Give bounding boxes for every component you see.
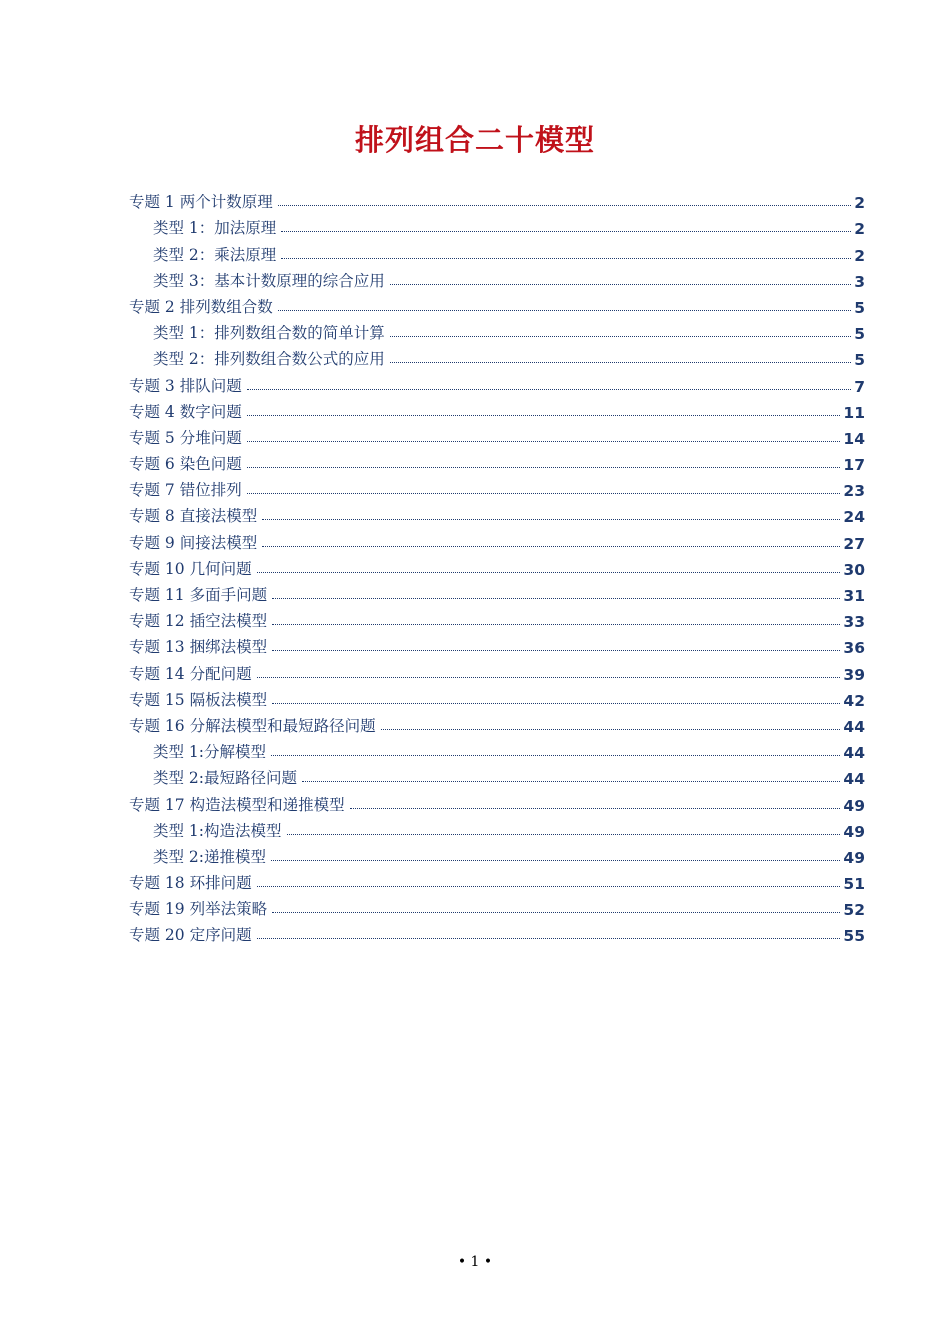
toc-entry-label: 类型 2：排列数组合数公式的应用 [153,350,385,369]
toc-entry-label: 专题 11 多面手问题 [129,586,268,604]
toc-dot-leader [262,519,840,520]
toc-page-number: 51 [843,875,865,894]
toc-entry-label: 类型 1:分解模型 [153,743,267,762]
toc-entry-label: 类型 3：基本计数原理的综合应用 [153,271,385,290]
toc-dot-leader [390,336,851,337]
toc-subentry[interactable] [129,317,865,343]
toc-page-number: 36 [843,639,865,658]
toc-dot-leader [281,231,851,232]
toc-dot-leader [281,258,851,259]
toc-dot-leader [257,572,841,573]
toc-entry-label: 专题 3 排队问题 [129,376,242,395]
toc-page-number: 39 [843,665,865,684]
toc-entry[interactable] [129,291,865,317]
toc-dot-leader [272,650,840,651]
toc-entry[interactable] [129,500,865,526]
toc-dot-leader [390,284,851,285]
toc-page-number: 52 [843,901,865,920]
table-of-contents [129,186,865,945]
toc-entry[interactable] [129,579,865,605]
toc-dot-leader [257,677,841,678]
toc-entry-label: 专题 5 分堆问题 [129,428,242,447]
toc-page-number: 31 [843,587,865,605]
toc-dot-leader [272,703,840,704]
toc-entry[interactable] [129,474,865,500]
toc-subentry[interactable] [129,343,865,369]
toc-entry[interactable] [129,684,865,710]
toc-page-number: 5 [854,298,865,317]
toc-entry-label: 专题 9 间接法模型 [129,533,258,552]
toc-page-number: 7 [854,377,865,396]
toc-dot-leader [247,467,841,468]
toc-entry[interactable] [129,396,865,422]
toc-page-number: 11 [843,403,865,422]
toc-entry-label: 专题 17 构造法模型和递推模型 [129,795,345,814]
toc-subentry[interactable] [129,841,865,867]
toc-entry-label: 专题 15 隔板法模型 [129,690,268,709]
toc-entry-label: 类型 1：排列数组合数的简单计算 [153,324,385,343]
toc-page-number: 49 [843,796,865,815]
toc-subentry[interactable] [129,212,865,238]
toc-dot-leader [271,860,840,861]
toc-subentry[interactable] [129,265,865,291]
toc-page-number: 24 [843,508,865,527]
toc-dot-leader [390,362,851,363]
toc-page-number: 2 [854,194,865,213]
toc-page-number: 44 [843,717,865,736]
toc-page-number: 2 [854,246,865,265]
toc-entry-label: 专题 7 错位排列 [129,481,242,500]
toc-entry-label: 专题 18 环排问题 [129,874,252,893]
toc-entry-label: 专题 14 分配问题 [129,664,252,683]
toc-dot-leader [271,755,840,756]
toc-entry[interactable] [129,448,865,474]
toc-page-number: 14 [843,429,865,448]
toc-page-number: 30 [843,560,865,579]
toc-dot-leader [272,912,840,913]
toc-dot-leader [247,389,851,390]
toc-dot-leader [272,624,840,625]
toc-page-number: 55 [843,927,865,946]
toc-page-number: 42 [843,691,865,710]
toc-page-number: 23 [843,482,865,501]
toc-subentry[interactable] [129,815,865,841]
toc-entry[interactable] [129,657,865,683]
toc-entry-label: 专题 20 定序问题 [129,926,252,945]
toc-entry-label: 类型 2：乘法原理 [153,245,277,264]
toc-entry[interactable] [129,186,865,212]
toc-entry[interactable] [129,605,865,631]
toc-entry-label: 专题 8 直接法模型 [129,507,258,526]
toc-dot-leader [350,808,841,809]
toc-entry[interactable] [129,919,865,945]
toc-entry-label: 类型 2:最短路径问题 [153,769,298,788]
toc-entry-label: 专题 19 列举法策略 [129,900,268,919]
toc-dot-leader [247,415,841,416]
toc-dot-leader [287,834,841,835]
toc-dot-leader [257,886,841,887]
toc-dot-leader [278,310,851,311]
document-title: 排列组合二十模型 [354,123,595,157]
toc-entry-label: 专题 4 数字问题 [129,402,242,421]
toc-entry[interactable] [129,788,865,814]
toc-entry[interactable] [129,631,865,657]
toc-entry[interactable] [129,553,865,579]
toc-page-number: 49 [843,822,865,841]
toc-subentry[interactable] [129,736,865,762]
toc-dot-leader [257,938,841,939]
toc-entry[interactable] [129,422,865,448]
toc-page-number: 49 [843,848,865,867]
toc-dot-leader [381,729,841,730]
toc-entry-label: 专题 16 分解法模型和最短路径问题 [129,716,376,735]
toc-entry-label: 专题 2 排列数组合数 [129,297,273,316]
toc-page-number: 17 [843,456,865,475]
toc-page-number: 27 [843,534,865,553]
toc-entry-label: 类型 2:递推模型 [153,847,267,866]
toc-page-number: 44 [843,744,865,763]
toc-dot-leader [247,493,841,494]
toc-entry-label: 专题 10 几何问题 [129,559,252,578]
toc-dot-leader [262,546,840,547]
toc-entry-label: 类型 1:构造法模型 [153,821,282,840]
toc-entry-label: 专题 6 染色问题 [129,455,242,474]
toc-entry[interactable] [129,526,865,552]
page-number-footer: • 1 • [457,1254,493,1270]
toc-subentry[interactable] [129,238,865,264]
toc-dot-leader [302,781,840,782]
toc-entry[interactable] [129,369,865,395]
toc-dot-leader [272,598,840,599]
toc-page-number: 5 [854,325,865,344]
toc-entry-label: 专题 13 捆绑法模型 [129,638,268,657]
toc-page-number: 33 [843,613,865,632]
toc-dot-leader [247,441,841,442]
toc-subentry[interactable] [129,762,865,788]
toc-page-number: 44 [843,770,865,789]
toc-entry-label: 专题 12 插空法模型 [129,612,268,631]
toc-page-number: 2 [854,220,865,239]
toc-entry[interactable] [129,867,865,893]
toc-entry-label: 类型 1：加法原理 [153,219,277,238]
toc-entry[interactable] [129,710,865,736]
toc-entry-label: 专题 1 两个计数原理 [129,193,273,212]
toc-dot-leader [278,205,851,206]
toc-page-number: 3 [854,272,865,291]
toc-page-number: 5 [854,351,865,370]
toc-entry[interactable] [129,893,865,919]
